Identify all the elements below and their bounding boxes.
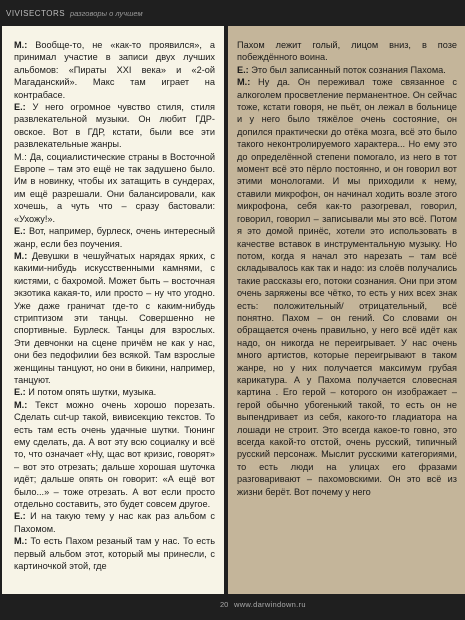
speaker-label: Е.:	[14, 102, 26, 113]
paragraph-text: У него огромное чувство стиля, стиля развлекательной музыки. Он любит ГДР-овское. Вот в ГДР, кстати, были все эти развлекательные жанры.	[14, 102, 215, 150]
interview-paragraph	[237, 76, 457, 498]
interview-paragraph	[14, 386, 215, 398]
right-text-column	[237, 39, 457, 498]
magazine-brand: VIVISECTORS	[6, 9, 66, 18]
right-page	[228, 26, 465, 594]
interview-paragraph	[14, 399, 215, 511]
interview-paragraph	[14, 250, 215, 386]
speaker-label: М.:	[14, 399, 28, 410]
interview-paragraph	[14, 510, 215, 535]
paragraph-text: И потом опять шутки, музыка.	[25, 387, 157, 398]
speaker-label: Е.:	[14, 226, 26, 237]
header-bar	[0, 0, 465, 26]
paragraph-text: Вообще-то, не «как-то проявился», а принимал участие в записи двух лучших альбомов: «Пираты XXI века» и «2-ой Магаданский». Макс там играет на контрабасе.	[14, 40, 215, 100]
speaker-label: М.:	[14, 536, 28, 547]
speaker-label: М.:	[237, 77, 251, 88]
page-number: 20	[220, 600, 229, 609]
interview-paragraph	[14, 151, 215, 225]
speaker-label: Е.:	[14, 387, 26, 398]
interview-paragraph	[14, 101, 215, 151]
speaker-label: М.:	[14, 250, 28, 261]
interview-paragraph	[14, 39, 215, 101]
speaker-label: М.:	[14, 40, 28, 50]
interview-paragraph	[14, 535, 215, 572]
site-url: www.darwindown.ru	[234, 600, 306, 609]
paragraph-text: Текст можно очень хорошо порезать. Сделать cut-up такой, вивисекцию текстов. То есть там есть очень удачные шутки. Тюнинг ему сделать, да. А вот эту всю социалку и всё то, что означает «Ну, щас вот кризис, говорят» – вот это отрезать; дальше хорошая шуточка идёт; дальше опять он говорит: «А ещё вот было...» – тоже отрезать. А вот если просто отдельно составить, это будет совсем другое.	[14, 399, 215, 510]
paragraph-text: Девушки в чешуйчатых нарядах ярких, с какими-нибудь искусственными камнями, с кистями, с бахромой. Может быть – восточная экзотика какая-то, или просто – ну что угодно. Уже даже граничат где-то с каким-нибудь стриптизом эти танцы. Совершенно не спортивные. Бурлеск. Танцы для взрослых. Эти девчонки на сцене причём не как у нас, они без педофилии без всякой. Там взрослые женщины танцуют, но они в бикини, например, танцуют.	[14, 250, 215, 385]
left-text-column	[14, 39, 215, 572]
footer-bar	[0, 594, 465, 620]
left-page	[2, 26, 224, 594]
speaker-label: Е.:	[14, 511, 26, 522]
paragraph-text: Это был записанный поток сознания Пахома.	[248, 64, 446, 75]
paragraph-text: М.: Да, социалистические страны в Восточной Европе – там это ещё не так задушено было. Им в новинку, чтобы их затащить в сундерах, им ещё разрешали. Они балансировали, как хочешь, а чуть что – сразу бастовали: «Ухожу!».	[14, 151, 215, 224]
interview-paragraph	[237, 39, 457, 64]
paragraph-text: Пахом лежит голый, лицом вниз, в позе побеждённого воина.	[237, 40, 457, 63]
interview-paragraph	[237, 64, 457, 76]
paragraph-text: Ну да. Он переживал тоже связанное с алкоголем просветление перманентное. Он сейчас тоже, кстати говоря, не пьёт, он лежал в больнице и у него было тяжёлое очень состояние, он допился практически до отёка мозга, всё это было такого неконтролируемого характера... Но ему это до определённой степени помогало, из него в тот момент всё это пёрло постоянно, и он говорил вот этими монологами. И мы приходили к нему, ставили микрофон, он начинал ходить возле этого микрофона, себя как-то разогревал, говорил, говорил, говорил – записывали мы это всё. Потом я это домой принёс, хотели это использовать в качестве вставок в инструментальную музыку. Но потом, когда я начал это нарезать – там всё складывалось как так и надо: из слоёв получались такие рассказы его, потоки сознания. Они при этом очень заряжены все чётко, то есть у них всех знак есть: положительный/ отрицательный, всё понятно. Пахом – он гений. Со словами он обращается очень правильно, у него всё идёт как надо, он никогда не переигрывает. У нас очень много артистов, которые переигрывают в таком жанре, но у них получается максимум грубая карикатура. А у Пахома получается словесная картина . Его герой – которого он изображает – герой обычно убогенький такой, то есть он не выпендривает из себя, какого-то гладиатора на лошади не строит. Это всегда какое-то говно, это всегда какой-то отстой, очень русский, типичный русский персонаж. Мыслит русскими категориями, то есть люди на улицах его фразами разговаривают – пахомовскими. Он это всё из жизни берёт. Вот почему у него	[237, 77, 457, 497]
paragraph-text: И на такую тему у нас как раз альбом с Пахомом.	[14, 511, 215, 534]
speaker-label: Е.:	[237, 64, 249, 75]
paragraph-text: Вот, например, бурлеск, очень интересный жанр, если без поучения.	[14, 226, 215, 249]
section-tagline: разговоры о лучшем	[70, 9, 143, 18]
interview-paragraph	[14, 225, 215, 250]
paragraph-text: То есть Пахом резаный там у нас. То есть первый альбом этот, который мы принесли, с картиночкой этой, где	[14, 536, 215, 572]
